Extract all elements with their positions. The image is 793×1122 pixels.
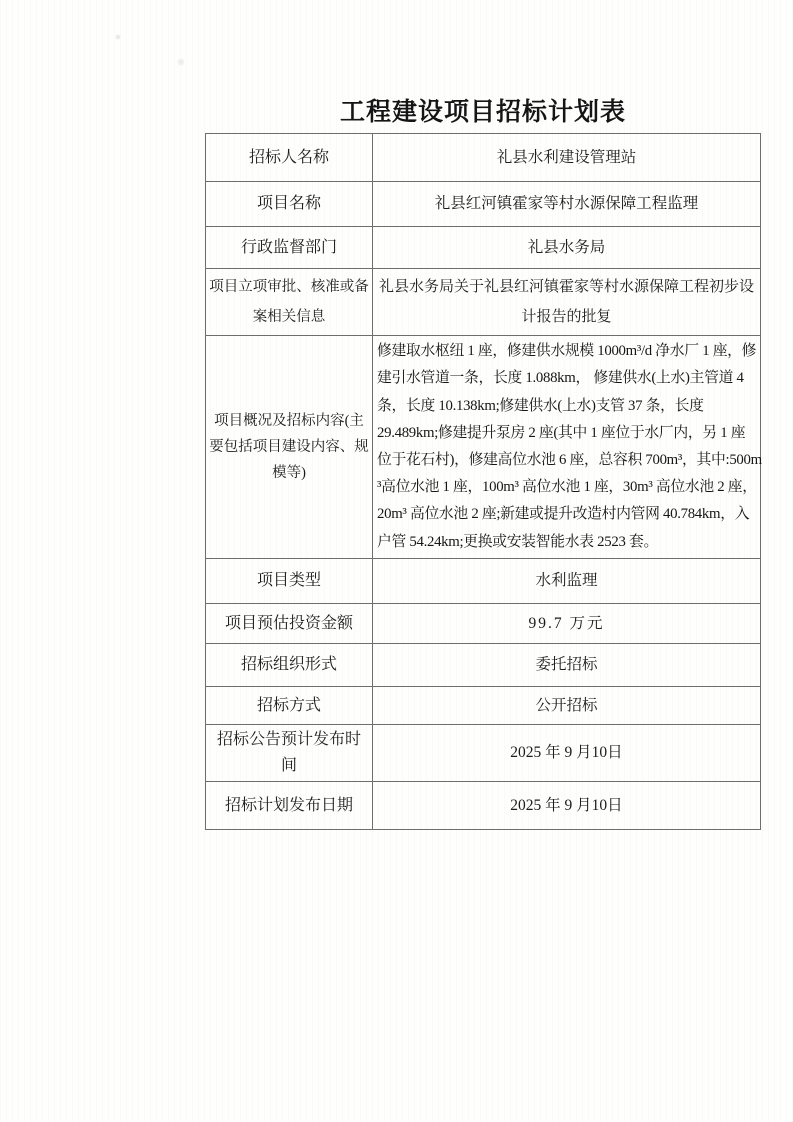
row-label: 招标计划发布日期 bbox=[206, 782, 373, 830]
row-value: 礼县红河镇霍家等村水源保障工程监理 bbox=[373, 182, 761, 227]
row-label: 项目名称 bbox=[206, 182, 373, 227]
overview-line: 位于花石村)，修建高位水池 6 座，总容积 700m³，其中:500m bbox=[377, 452, 762, 468]
row-label: 招标方式 bbox=[206, 687, 373, 725]
overview-line: 20m³ 高位水池 2 座;新建或提升改造村内管网 40.784km，入 bbox=[377, 506, 750, 523]
row-value: 2025 年 9 月10日 bbox=[373, 725, 761, 782]
row-value: 水利监理 bbox=[373, 559, 761, 604]
row-investment-amount bbox=[206, 604, 761, 644]
row-announcement-date bbox=[206, 725, 761, 782]
row-label: 招标组织形式 bbox=[206, 644, 373, 687]
overview-line: 户管 54.24km;更换或安装智能水表 2523 套。 bbox=[377, 533, 658, 550]
overview-line: 建引水管道一条，长度 1.088km， 修建供水(上水)主管道 4 bbox=[377, 370, 744, 387]
overview-line: 29.489km;修建提升泵房 2 座(其中 1 座位于水厂内，另 1 座 bbox=[377, 424, 746, 441]
row-label: 项目概况及招标内容(主要包括项目建设内容、规模等) bbox=[206, 336, 373, 559]
row-project-type bbox=[206, 559, 761, 604]
row-label: 招标公告预计发布时间 bbox=[206, 725, 373, 782]
row-value: 礼县水利建设管理站 bbox=[373, 134, 761, 182]
row-label: 项目类型 bbox=[206, 559, 373, 604]
row-plan-publish-date bbox=[206, 782, 761, 830]
row-project-overview bbox=[206, 336, 761, 559]
row-organization-form bbox=[206, 644, 761, 687]
row-bidder-name bbox=[206, 134, 761, 182]
row-supervision-dept bbox=[206, 227, 761, 269]
overview-line: 修建取水枢纽 1 座，修建供水规模 1000m³/d 净水厂 1 座，修 bbox=[377, 343, 757, 360]
row-value: 礼县水务局 bbox=[373, 227, 761, 269]
bidding-plan-table bbox=[205, 133, 761, 830]
row-label: 招标人名称 bbox=[206, 134, 373, 182]
row-approval-info bbox=[206, 269, 761, 336]
row-value: 委托招标 bbox=[373, 644, 761, 687]
overview-line: 条，长度 10.138km;修建供水(上水)支管 37 条，长度 bbox=[377, 397, 704, 414]
row-value: 99.7 万元 bbox=[373, 604, 761, 644]
overview-line: ³高位水池 1 座，100m³ 高位水池 1 座，30m³ 高位水池 2 座， bbox=[377, 479, 757, 496]
row-label: 项目预估投资金额 bbox=[206, 604, 373, 644]
row-value: 礼县水务局关于礼县红河镇霍家等村水源保障工程初步设计报告的批复 bbox=[373, 269, 761, 336]
document-content bbox=[205, 98, 761, 830]
row-project-name bbox=[206, 182, 761, 227]
row-value: 2025 年 9 月10日 bbox=[373, 782, 761, 830]
row-value-overview bbox=[373, 336, 761, 559]
row-label: 项目立项审批、核准或备案相关信息 bbox=[206, 269, 373, 336]
row-bidding-method bbox=[206, 687, 761, 725]
row-value: 公开招标 bbox=[373, 687, 761, 725]
page-title: 工程建设项目招标计划表 bbox=[339, 99, 626, 126]
row-label: 行政监督部门 bbox=[206, 227, 373, 269]
